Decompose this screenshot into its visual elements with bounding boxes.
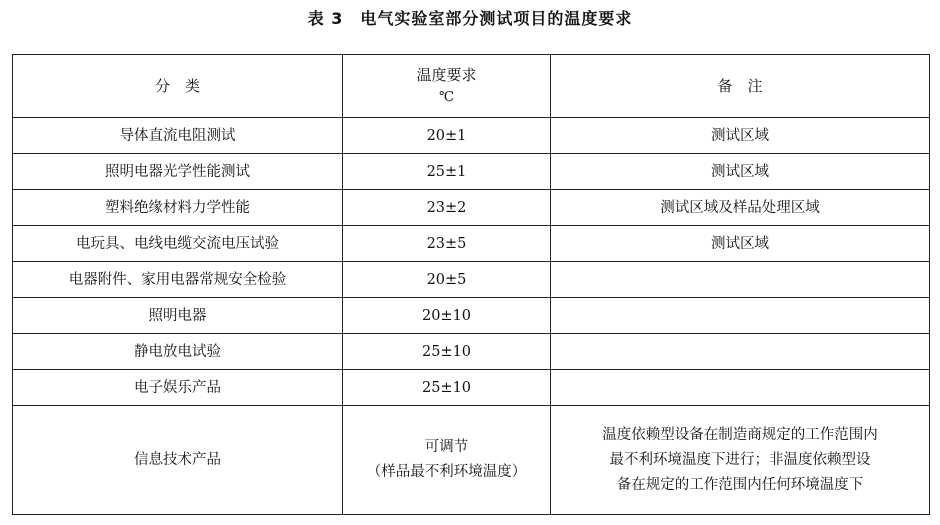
row-category: 照明电器: [13, 298, 343, 334]
row-note: [551, 370, 930, 406]
row-note: [551, 406, 930, 515]
row-note: [551, 298, 930, 334]
row-temperature: 25±10: [343, 334, 551, 370]
row-category: 电器附件、家用电器常规安全检验: [13, 262, 343, 298]
table-row: [13, 262, 930, 298]
row-category: 电玩具、电线电缆交流电压试验: [13, 226, 343, 262]
row-temperature: 25±1: [343, 154, 551, 190]
table-row: [13, 190, 930, 226]
header-category: 分 类: [13, 55, 343, 118]
row-temperature: 20±5: [343, 262, 551, 298]
row-category: 照明电器光学性能测试: [13, 154, 343, 190]
row-note: [551, 334, 930, 370]
table-row: [13, 226, 930, 262]
row-category: 信息技术产品: [13, 406, 343, 515]
table-row: [13, 370, 930, 406]
row-category: 电子娱乐产品: [13, 370, 343, 406]
row-note-line: 备在规定的工作范围内任何环境温度下: [616, 476, 864, 493]
header-note: 备 注: [551, 55, 930, 118]
table-header-row: [13, 55, 930, 118]
row-temperature: 23±2: [343, 190, 551, 226]
table-row: [13, 334, 930, 370]
header-temperature-label: 温度要求: [416, 66, 477, 84]
table-row: [13, 154, 930, 190]
row-category: 导体直流电阻测试: [13, 118, 343, 154]
row-note-line: 温度依赖型设备在制造商规定的工作范围内: [602, 426, 878, 443]
row-category: 塑料绝缘材料力学性能: [13, 190, 343, 226]
row-note: 测试区域: [551, 154, 930, 190]
row-note: [551, 262, 930, 298]
row-category: 静电放电试验: [13, 334, 343, 370]
table-row: [13, 406, 930, 515]
header-temperature-unit: ℃: [438, 89, 455, 105]
header-temperature: [343, 55, 551, 118]
row-temperature: 20±10: [343, 298, 551, 334]
table-title: 表 3 电气实验室部分测试项目的温度要求: [307, 9, 633, 28]
row-note: 测试区域及样品处理区域: [551, 190, 930, 226]
row-note: 测试区域: [551, 226, 930, 262]
table-row: [13, 298, 930, 334]
table-row: [13, 118, 930, 154]
row-temperature: 23±5: [343, 226, 551, 262]
row-note-line: 最不利环境温度下进行；非温度依赖型设: [609, 451, 871, 468]
row-temperature-line: 可调节: [424, 439, 469, 455]
row-note: 测试区域: [551, 118, 930, 154]
row-temperature: 25±10: [343, 370, 551, 406]
row-temperature-line: （样品最不利环境温度）: [366, 464, 527, 480]
row-temperature: [343, 406, 551, 515]
temperature-requirements-table: [12, 54, 930, 515]
row-temperature: 20±1: [343, 118, 551, 154]
